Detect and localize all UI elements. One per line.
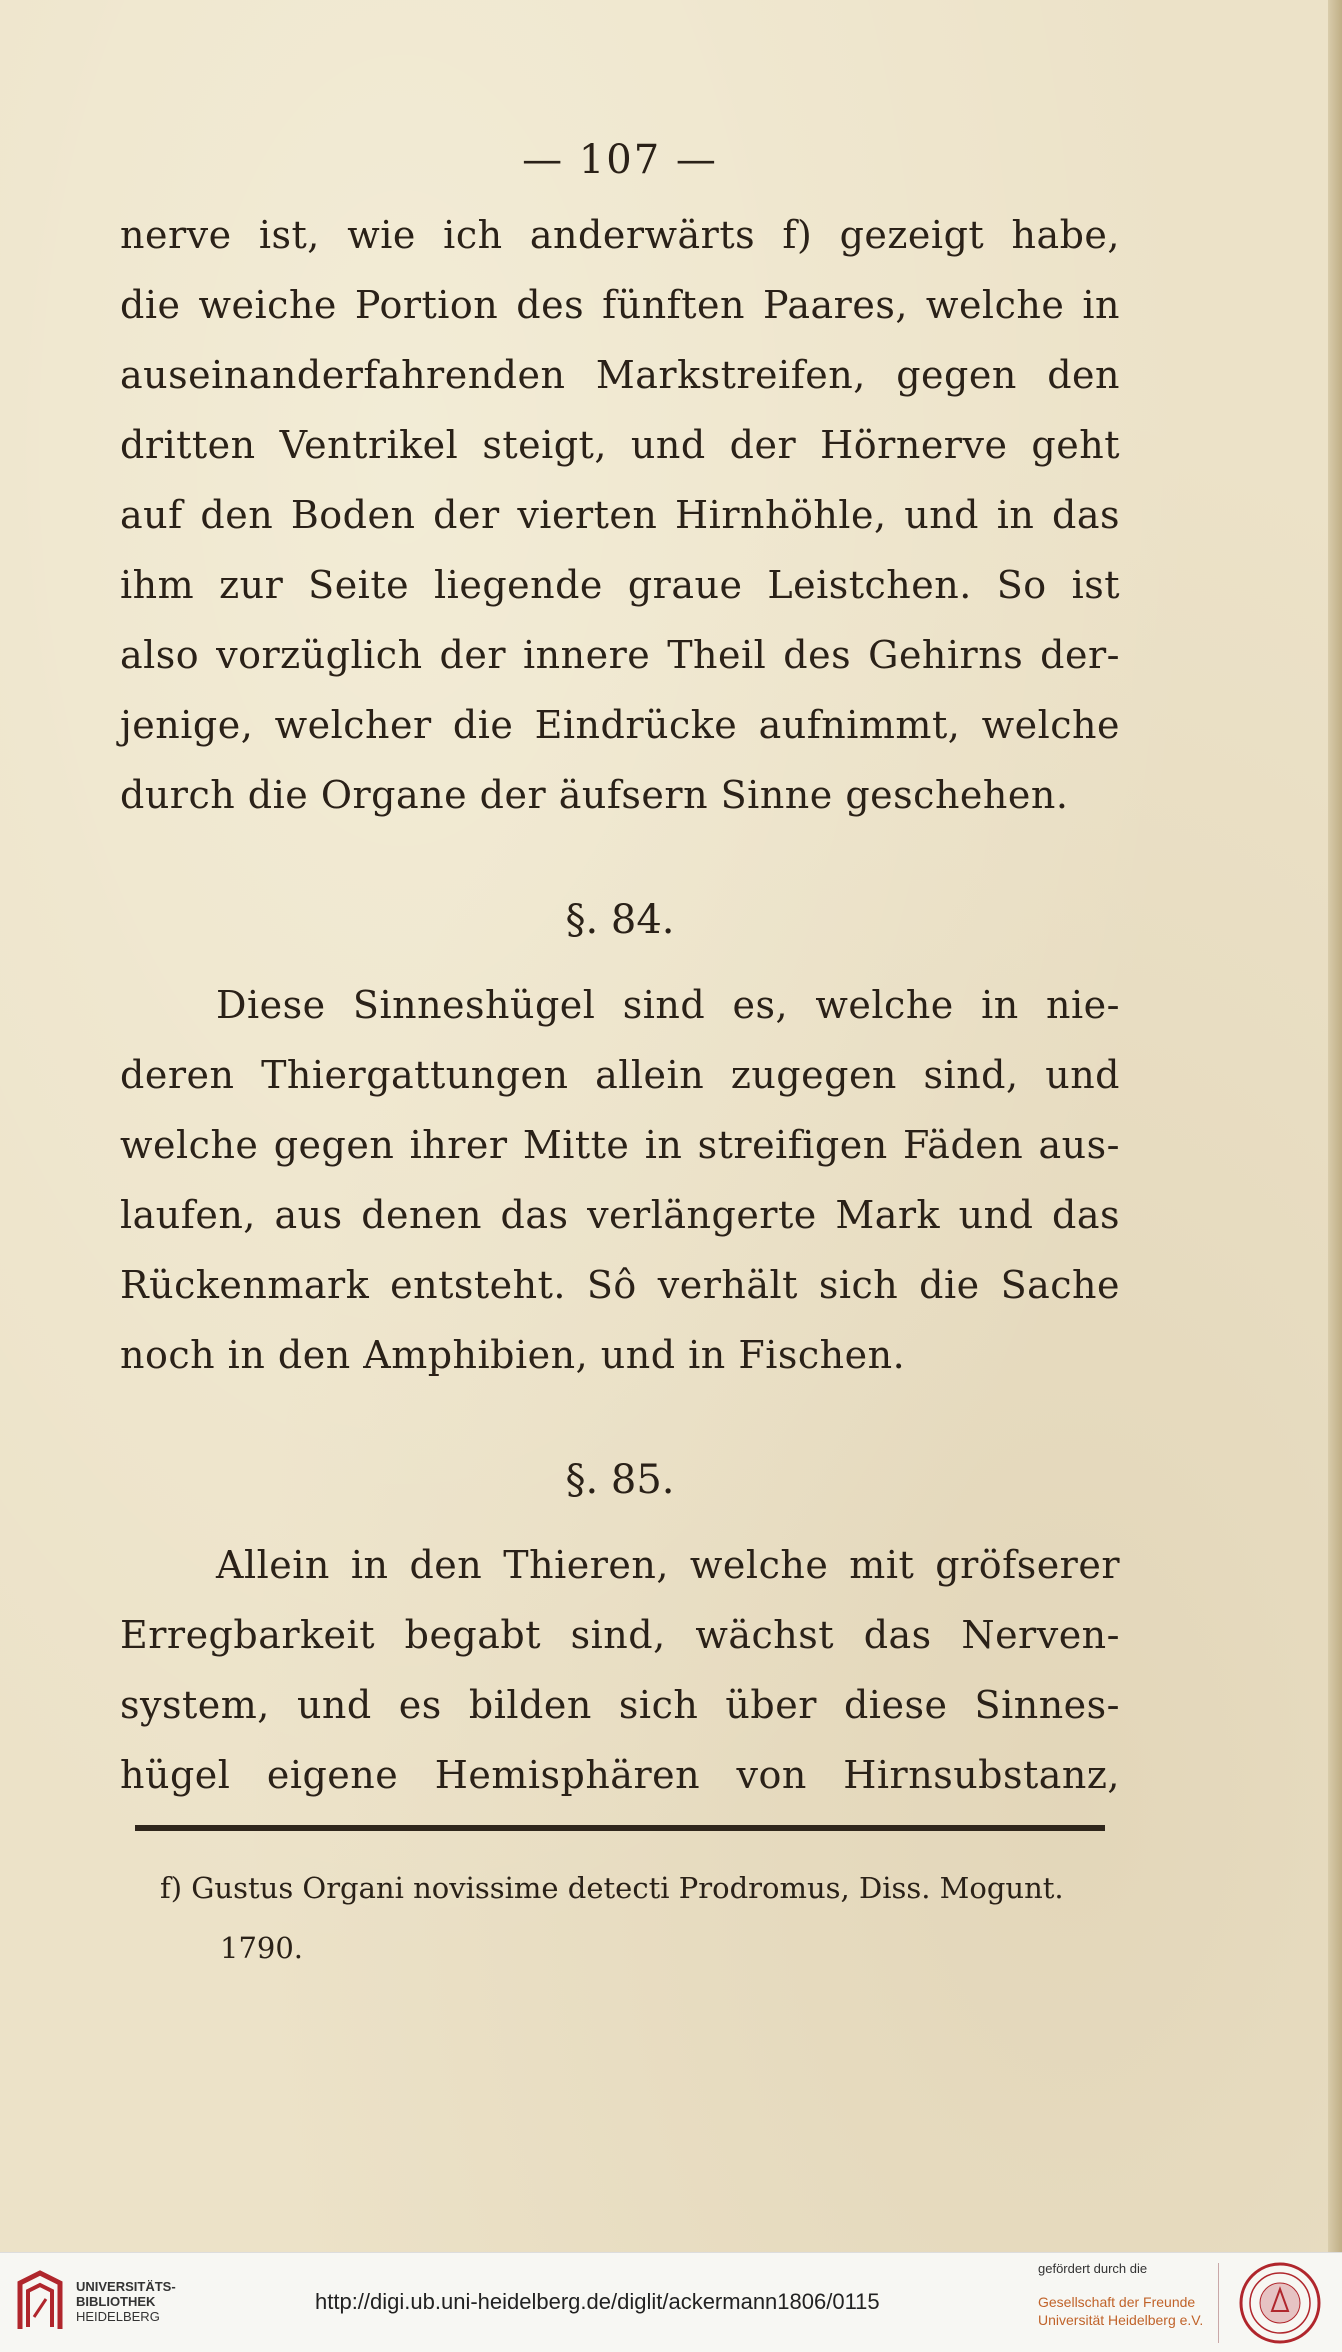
text-line: auf den Boden der vierten Hirnhöhle, und in das xyxy=(120,493,1120,537)
viewer-footer xyxy=(0,2252,1342,2352)
section-84-body xyxy=(120,970,1120,1390)
text-line: ihm zur Seite liegende graue Leistchen. So ist xyxy=(120,563,1120,607)
page-edge xyxy=(1328,0,1342,2252)
text-line: Diese Sinneshügel sind es, welche in nie- xyxy=(216,983,1120,1027)
sponsor-name[interactable] xyxy=(1038,2293,1203,2329)
text-line: auseinanderfahrenden Markstreifen, gegen den xyxy=(120,353,1120,397)
footnote xyxy=(160,1858,1130,1978)
page-text xyxy=(120,120,1120,1810)
page-number-header: — 107 — xyxy=(522,137,718,183)
permalink-url[interactable]: http://digi.ub.uni-heidelberg.de/diglit/ackermann1806/0115 xyxy=(315,2289,880,2314)
section-85-body xyxy=(120,1530,1120,1810)
section-heading-85: §. 85. xyxy=(565,1457,675,1503)
text-line: jenige, welcher die Eindrücke aufnimmt, welche xyxy=(120,703,1120,747)
section-heading-84: §. 84. xyxy=(565,897,675,943)
library-name-line: HEIDELBERG xyxy=(76,2309,160,2324)
footnote-line: 1790. xyxy=(220,1931,304,1965)
text-line: welche gegen ihrer Mitte in streifigen Fäden aus- xyxy=(120,1123,1120,1167)
text-line: hügel eigene Hemisphären von Hirnsubstanz, xyxy=(120,1753,1120,1797)
text-line: also vorzüglich der innere Theil des Gehirns der- xyxy=(120,633,1120,677)
footnote-rule xyxy=(135,1825,1105,1831)
text-line: noch in den Amphibien, und in Fischen. xyxy=(120,1333,906,1377)
footer-divider xyxy=(1218,2263,1219,2343)
text-line: system, und es bilden sich über diese Sinnes- xyxy=(120,1683,1120,1727)
ub-heidelberg-logo-icon[interactable] xyxy=(14,2269,66,2335)
funded-by-label: gefördert durch die xyxy=(1038,2261,1148,2276)
text-line: deren Thiergattungen allein zugegen sind, und xyxy=(120,1053,1120,1097)
library-name-line: BIBLIOTHEK xyxy=(76,2294,156,2309)
text-line: durch die Organe der äufsern Sinne geschehen. xyxy=(120,773,1069,817)
text-line: Rückenmark entsteht. Sô verhält sich die Sache xyxy=(120,1263,1120,1307)
library-name-line: UNIVERSITÄTS- xyxy=(76,2279,176,2294)
paragraph-1 xyxy=(120,200,1120,830)
text-line: Erregbarkeit begabt sind, wächst das Nerven- xyxy=(120,1613,1120,1657)
library-name xyxy=(76,2279,176,2324)
footnote-line: f) Gustus Organi novissime detecti Prodromus, Diss. Mogunt. xyxy=(160,1871,1064,1905)
sponsor-line: Gesellschaft der Freunde xyxy=(1038,2294,1196,2310)
text-line: die weiche Portion des fünften Paares, welche in xyxy=(120,283,1120,327)
text-line: nerve ist, wie ich anderwärts f) gezeigt habe, xyxy=(120,213,1120,257)
text-line: Allein in den Thieren, welche mit gröfserer xyxy=(216,1543,1120,1587)
text-line: dritten Ventrikel steigt, und der Hörnerve geht xyxy=(120,423,1120,467)
text-line: laufen, aus denen das verlängerte Mark und das xyxy=(120,1193,1120,1237)
university-seal-icon[interactable] xyxy=(1238,2261,1322,2345)
sponsor-line: Universität Heidelberg e.V. xyxy=(1038,2312,1204,2328)
